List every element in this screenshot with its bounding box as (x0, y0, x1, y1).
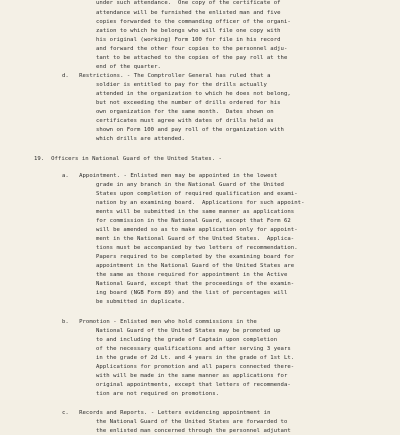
text-line: for commission in the National Guard, except that Form 62 (96, 218, 291, 224)
text-line: shown on Form 100 and pay roll of the organization with (96, 127, 284, 133)
text-line: own organization for the same month. Dates shown on (96, 109, 274, 115)
text-line: soldier is entitled to pay for the drills actually (96, 82, 267, 88)
text-line: zation to which he belongs who will file one copy with (96, 28, 281, 34)
text-line: of the necessary qualifications and after serving 3 years (96, 346, 291, 352)
text-line: and forward the other four copies to the personnel adju- (96, 46, 288, 52)
text-line: National Guard, except that the proceedings of the examin- (96, 281, 295, 287)
text-line: Papers required to be completed by the examining board for (96, 254, 295, 260)
text-line: nation by an examining board. Applications for such appoint- (96, 200, 305, 206)
text-line: original appointments, except that letters of recommenda- (96, 382, 291, 388)
text-line: a. Appointment. - Enlisted men may be appointed in the lowest (62, 173, 278, 179)
text-line: 19. Officers in National Guard of the United States. - (34, 156, 222, 162)
text-line: ing board (NGB Form 89) and the list of percentages will (96, 290, 288, 296)
text-line: grade in any branch in the National Guard of the United (96, 182, 284, 188)
text-line: attended in the organization to which he does not belong, (96, 91, 291, 97)
text-line: b. Promotion - Enlisted men who hold commissions in the (62, 319, 257, 325)
text-line: to and including the grade of Captain upon completion (96, 337, 278, 343)
text-line: with will be made in the same manner as applications for (96, 373, 288, 379)
text-line: d. Restrictions. - The Comptroller General has ruled that a (62, 73, 271, 79)
text-line: be submitted in duplicate. (96, 299, 185, 305)
text-line: tant to be attached to the copies of the pay roll at the (96, 55, 288, 61)
text-line: Applications for promotion and all papers connected there- (96, 364, 295, 370)
text-line: which drills are attended. (96, 136, 185, 142)
text-line: appointment in the National Guard of the United States are (96, 263, 295, 269)
text-line: ment in the National Guard of the United States. Applica- (96, 236, 295, 242)
text-line: under such attendance. One copy of the certificate of (96, 0, 281, 6)
text-line: States upon completion of required qualification and exami- (96, 191, 298, 197)
text-line: will be amended so as to make application only for appoint- (96, 227, 298, 233)
text-line: National Guard of the United States may be promoted up (96, 328, 281, 334)
text-line: c. Records and Reports. - Letters evidencing appointment in (62, 410, 271, 416)
text-line: certificates must agree with dates of drills held as (96, 118, 274, 124)
text-line: copies forwarded to the commanding officer of the organi- (96, 19, 291, 25)
text-line: the enlisted man concerned through the personnel adjutant (96, 428, 291, 434)
text-line: his original (working) Form 100 for file in his record (96, 37, 281, 43)
text-line: ments will be submitted in the same manner as applications (96, 209, 295, 215)
text-line: the same as those required for appointment in the Active (96, 272, 288, 278)
text-line: the National Guard of the United States are forwarded to (96, 419, 288, 425)
text-line: attendance will be furnished the enlisted man and five (96, 10, 281, 16)
text-line: tions must be accompanied by two letters of recommendation. (96, 245, 298, 251)
text-line: but not exceeding the number of drills ordered for his (96, 100, 281, 106)
text-line: tion are not required on promotions. (96, 391, 220, 397)
text-line: end of the quarter. (96, 64, 161, 70)
text-line: in the grade of 2d Lt. and 4 years in the grade of 1st Lt. (96, 355, 295, 361)
